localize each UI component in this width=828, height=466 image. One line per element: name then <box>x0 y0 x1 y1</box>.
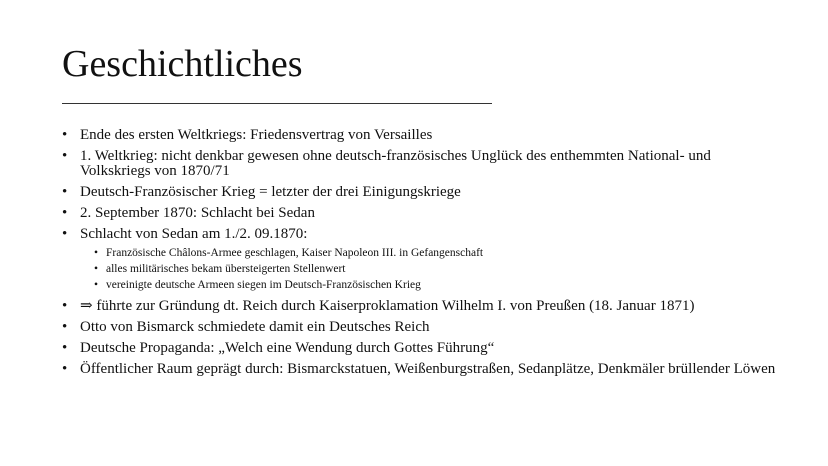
bullet-item <box>62 299 782 314</box>
bullet-icon: • <box>62 184 68 200</box>
bullet-list <box>62 128 782 377</box>
bullet-text: Öffentlicher Raum geprägt durch: Bismarckstatuen, Weißenburgstraßen, Sedanplätze, Denkmäler brüllender Löwen <box>80 361 776 377</box>
bullet-text: Schlacht von Sedan am 1./2. 09.1870: <box>80 226 308 242</box>
bullet-icon: • <box>62 205 68 221</box>
bullet-icon: • <box>62 127 68 143</box>
bullet-item <box>62 206 782 221</box>
bullet-icon: • <box>62 148 68 164</box>
bullet-text: Deutsche Propaganda: „Welch eine Wendung durch Gottes Führung“ <box>80 340 495 356</box>
sub-bullet-item <box>94 245 782 261</box>
sub-bullet-icon: • <box>94 247 99 259</box>
sub-bullet-icon: • <box>94 279 99 291</box>
bullet-text: Ende des ersten Weltkriegs: Friedensvertrag von Versailles <box>80 127 433 143</box>
sub-bullet-text: vereinigte deutsche Armeen siegen im Deutsch-Französischen Krieg <box>106 279 421 291</box>
bullet-icon: • <box>62 226 68 242</box>
bullet-item <box>62 128 782 143</box>
sub-bullet-icon: • <box>94 263 99 275</box>
bullet-icon: • <box>62 361 68 377</box>
sub-bullet-item <box>94 261 782 277</box>
bullet-text: 1. Weltkrieg: nicht denkbar gewesen ohne deutsch-französisches Unglück des enthemmten National- und Volkskriegs von 1870/71 <box>80 148 711 179</box>
bullet-item <box>62 362 782 377</box>
bullet-icon: • <box>62 319 68 335</box>
bullet-icon: • <box>62 298 68 314</box>
bullet-item <box>62 320 782 335</box>
sub-bullet-list <box>80 245 782 293</box>
bullet-text: 2. September 1870: Schlacht bei Sedan <box>80 205 315 221</box>
bullet-item <box>62 149 782 179</box>
bullet-item <box>62 227 782 293</box>
bullet-item <box>62 341 782 356</box>
sub-bullet-text: alles militärisches bekam übersteigerten Stellenwert <box>106 263 346 275</box>
slide-title: Geschichtliches <box>62 43 303 85</box>
title-divider <box>62 103 492 104</box>
bullet-text: ⇒ führte zur Gründung dt. Reich durch Kaiserproklamation Wilhelm I. von Preußen (18. Januar 1871) <box>80 298 695 314</box>
bullet-item <box>62 185 782 200</box>
bullet-text: Deutsch-Französischer Krieg = letzter der drei Einigungskriege <box>80 184 461 200</box>
sub-bullet-item <box>94 277 782 293</box>
sub-bullet-text: Französische Châlons-Armee geschlagen, Kaiser Napoleon III. in Gefangenschaft <box>106 247 484 259</box>
slide-content <box>62 128 782 383</box>
bullet-icon: • <box>62 340 68 356</box>
bullet-text: Otto von Bismarck schmiedete damit ein Deutsches Reich <box>80 319 430 335</box>
